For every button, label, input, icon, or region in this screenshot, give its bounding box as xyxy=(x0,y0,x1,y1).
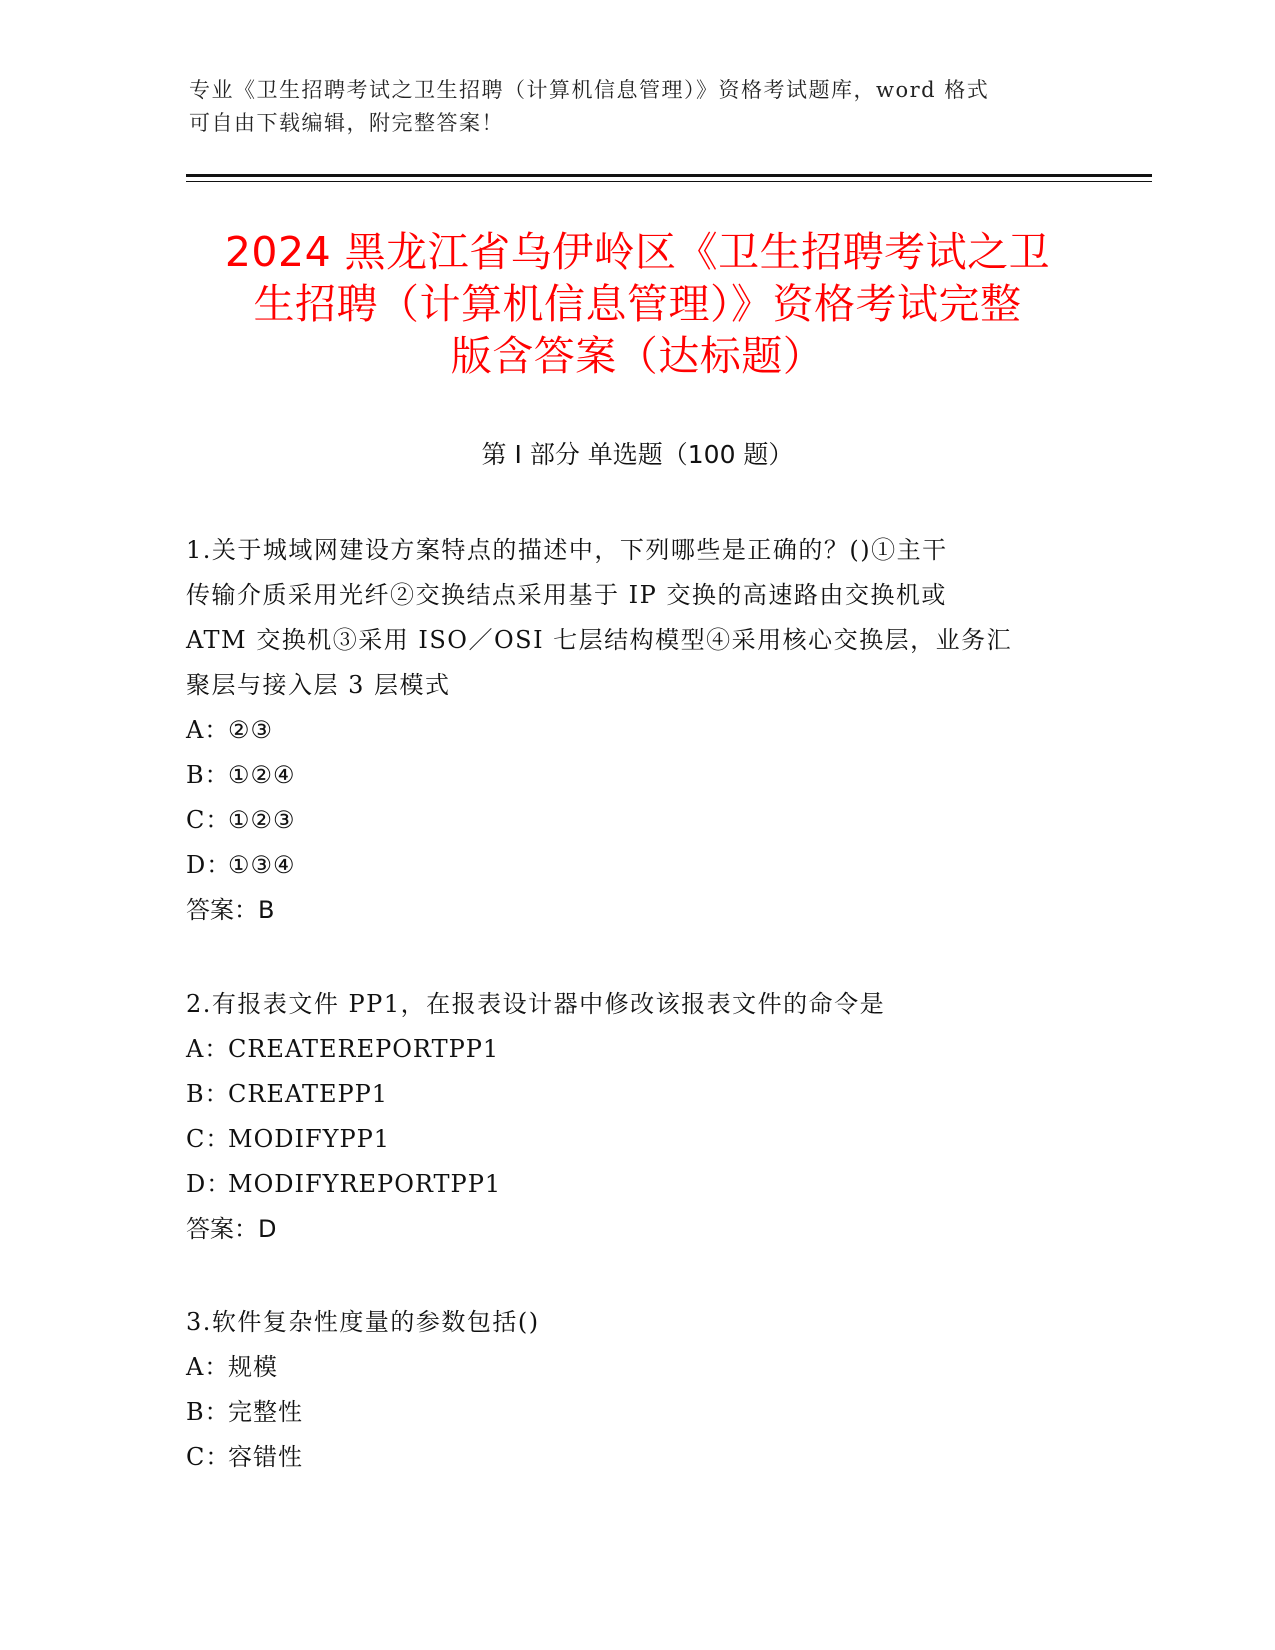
option-letter: B： xyxy=(186,761,230,789)
answer-line: 答案：B xyxy=(186,896,275,924)
option-text: MODIFYREPORTPP1 xyxy=(228,1170,502,1198)
question-stem-line: 聚层与接入层 3 层模式 xyxy=(186,671,451,699)
question-stem-line: 1.关于城域网建设方案特点的描述中，下列哪些是正确的？()①主干 xyxy=(186,536,948,564)
option-c xyxy=(186,1435,1086,1480)
option-a xyxy=(186,708,1086,753)
option-a xyxy=(186,1027,1086,1072)
header-divider-thick xyxy=(186,174,1152,177)
header-divider-thin xyxy=(186,181,1152,182)
option-letter: D： xyxy=(186,1170,232,1198)
option-letter: A： xyxy=(186,1353,230,1381)
option-text: ②③ xyxy=(228,716,274,744)
option-letter: C： xyxy=(186,1125,231,1153)
question-stem-line: ATM 交换机③采用 ISO／OSI 七层结构模型④采用核心交换层，业务汇 xyxy=(186,626,1013,654)
option-b xyxy=(186,753,1086,798)
question-stem-line: 传输介质采用光纤②交换结点采用基于 IP 交换的高速路由交换机或 xyxy=(186,581,947,609)
document-title-line-1: 2024 黑龙江省乌伊岭区《卫生招聘考试之卫 xyxy=(224,228,1051,276)
answer-line: 答案：D xyxy=(186,1215,277,1243)
question-stem-line: 3.软件复杂性度量的参数包括() xyxy=(186,1308,540,1336)
option-text: 完整性 xyxy=(228,1398,303,1426)
option-d xyxy=(186,1162,1086,1207)
option-letter: B： xyxy=(186,1080,230,1108)
option-letter: A： xyxy=(186,716,230,744)
document-title xyxy=(160,226,1115,382)
question-2 xyxy=(186,982,1086,1252)
option-b xyxy=(186,1390,1086,1435)
question-stem-line: 2.有报表文件 PP1，在报表设计器中修改该报表文件的命令是 xyxy=(186,990,886,1018)
option-text: 容错性 xyxy=(228,1443,303,1471)
question-3 xyxy=(186,1300,1086,1480)
option-text: ①②③ xyxy=(228,806,296,834)
option-text: ①②④ xyxy=(228,761,296,789)
option-d xyxy=(186,843,1086,888)
option-letter: C： xyxy=(186,1443,231,1471)
document-title-line-2: 生招聘（计算机信息管理）》资格考试完整 xyxy=(253,280,1022,328)
option-c xyxy=(186,1117,1086,1162)
option-c xyxy=(186,798,1086,843)
header-note-line-1: 专业《卫生招聘考试之卫生招聘（计算机信息管理）》资格考试题库，word 格式 xyxy=(189,78,990,102)
option-letter: C： xyxy=(186,806,231,834)
option-letter: B： xyxy=(186,1398,230,1426)
section-title: 第 I 部分 单选题（100 题） xyxy=(481,440,794,469)
option-letter: A： xyxy=(186,1035,230,1063)
option-text: ①③④ xyxy=(228,851,296,879)
option-letter: D： xyxy=(186,851,232,879)
option-text: MODIFYPP1 xyxy=(228,1125,391,1153)
question-1 xyxy=(186,528,1086,933)
header-note xyxy=(189,74,1089,140)
option-text: CREATEREPORTPP1 xyxy=(228,1035,500,1063)
document-title-line-3: 版含答案（达标题） xyxy=(450,332,825,380)
option-text: 规模 xyxy=(228,1353,278,1381)
option-text: CREATEPP1 xyxy=(228,1080,389,1108)
option-b xyxy=(186,1072,1086,1117)
header-note-line-2: 可自由下载编辑，附完整答案！ xyxy=(189,111,504,135)
option-a xyxy=(186,1345,1086,1390)
